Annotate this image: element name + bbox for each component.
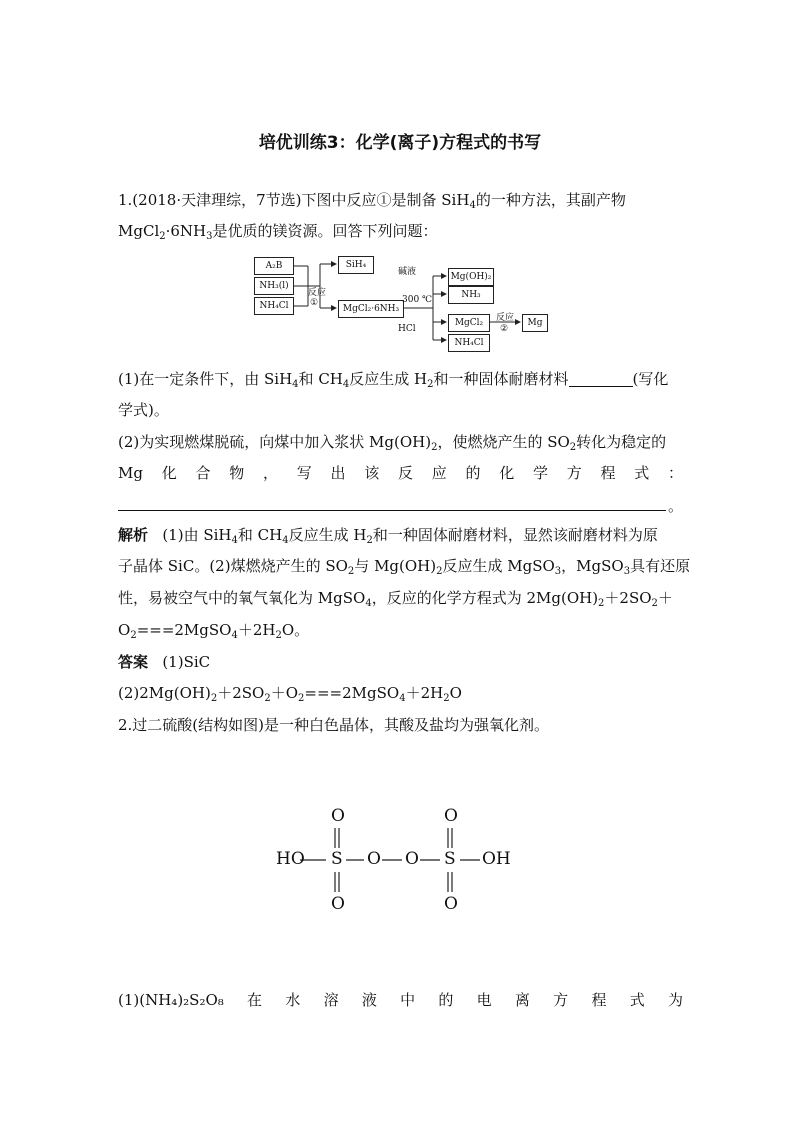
label-300c: 300 ℃ bbox=[402, 295, 433, 305]
box-nh3-liquid: NH₃(l) bbox=[254, 277, 294, 295]
atom-o-top2: O bbox=[444, 806, 458, 826]
q1-sub2-line2: Mg 化 合 物 ， 写 出 该 反 应 的 化 学 方 程 式 ： bbox=[118, 464, 683, 482]
q1-sub2-line1: (2)为实现燃煤脱硫，向煤中加入浆状 $Mg(OH)_2$，使燃烧产生的 $SO_2$转化为稳定的 bbox=[118, 433, 667, 453]
label-jianye: 碱液 bbox=[398, 267, 417, 277]
q2-line1: 2.过二硫酸(结构如图)是一种白色晶体，其酸及盐均为强氧化剂。 bbox=[118, 716, 550, 734]
q1-sub1-line2: 学式)。 bbox=[118, 401, 169, 419]
box-nh4cl: NH₄Cl bbox=[254, 297, 294, 315]
analysis-line1: 解析 (1)由 SiH$_4$和 $CH_4$反应生成 $H_2$和一种固体耐磨材料，显然该耐磨材料为原 bbox=[118, 526, 658, 546]
answer-blank-2[interactable] bbox=[118, 510, 666, 511]
box-nh4cl-product: NH₄Cl bbox=[448, 334, 490, 352]
box-mgoh2: Mg(OH)₂ bbox=[448, 268, 494, 286]
answer-blank-1[interactable] bbox=[569, 371, 633, 387]
answer-line1: 答案 (1)SiC bbox=[118, 653, 211, 671]
box-mgcl2-6nh3: MgCl₂·6NH₃ bbox=[338, 300, 404, 318]
label-hcl: HCl bbox=[398, 324, 416, 334]
atom-s1: S bbox=[331, 849, 343, 869]
reaction-flow-diagram bbox=[250, 252, 560, 356]
box-mgcl2: MgCl₂ bbox=[448, 314, 490, 332]
box-a2b: A₂B bbox=[254, 257, 294, 275]
atom-o-mid2: O bbox=[405, 849, 419, 869]
answer-line2: $(2)2Mg(OH)_2+2SO_2+O_2===2MgSO_4+2H_2O$ bbox=[118, 684, 462, 704]
box-mg: Mg bbox=[522, 314, 548, 332]
label-circle1: ① bbox=[310, 298, 319, 308]
q1-sub2-end: 。 bbox=[668, 497, 684, 515]
atom-o-bot2: O bbox=[444, 894, 458, 914]
atom-o-mid1: O bbox=[367, 849, 381, 869]
box-sih4: SiH₄ bbox=[338, 256, 374, 274]
atom-ho: HO bbox=[276, 849, 305, 869]
atom-oh: OH bbox=[482, 849, 511, 869]
label-reaction2: 反应 bbox=[496, 313, 515, 323]
box-nh3-product: NH₃ bbox=[448, 286, 494, 304]
q1-sub1-line1: (1)在一定条件下，由 SiH$_4$和 $CH_4$反应生成 $H_2$和一种固体耐磨材料 (写化 bbox=[118, 370, 669, 390]
atom-o-bot1: O bbox=[331, 894, 345, 914]
analysis-line3: 性，易被空气中的氧气氧化为 MgSO$_4$，反应的化学方程式为 $2Mg(OH)_2+2SO_2+$ bbox=[118, 589, 673, 609]
atom-o-top1: O bbox=[331, 806, 345, 826]
label-reaction1: 反应 bbox=[308, 288, 327, 298]
atom-s2: S bbox=[444, 849, 456, 869]
label-circle2: ② bbox=[500, 324, 509, 334]
page-title: 培优训练3：化学(离子)方程式的书写 bbox=[258, 133, 542, 153]
peroxydisulfuric-acid-structure bbox=[270, 800, 530, 920]
analysis-line4: $O_2===2MgSO_4+2H_2O$。 bbox=[118, 621, 310, 641]
q1-line1: 1.(2018·天津理综，7节选)下图中反应①是制备 SiH$_4$的一种方法，其副产物 bbox=[118, 191, 626, 211]
q1-line2: $MgCl_2\cdot 6NH_3$是优质的镁资源。回答下列问题： bbox=[118, 222, 438, 242]
analysis-line2: 子晶体 SiC。(2)煤燃烧产生的 $SO_2$与 $Mg(OH)_2$反应生成 MgSO$_3$，MgSO$_3$具有还原 bbox=[118, 557, 691, 577]
q2-sub1-line1: (1)(NH₄)₂S₂O₈ 在 水 溶 液 中 的 电 离 方 程 式 为 bbox=[118, 991, 683, 1009]
